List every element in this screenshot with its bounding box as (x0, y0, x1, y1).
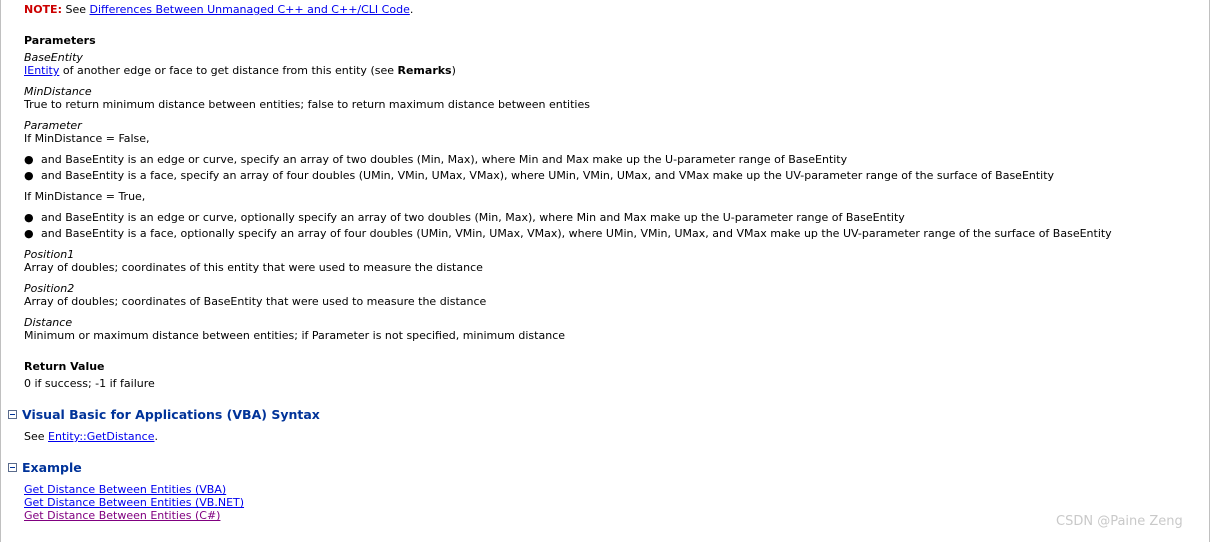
bullet-icon: ● (24, 227, 34, 240)
base-entity-text: of another edge or face to get distance from this entity (see (62, 64, 394, 77)
min-distance-term: MinDistance (24, 85, 92, 98)
position2-desc: Array of doubles; coordinates of BaseEntity that were used to measure the distance (24, 295, 487, 308)
note-line (24, 3, 413, 16)
example-vbnet-link[interactable]: Get Distance Between Entities (VB.NET) (24, 496, 245, 509)
position1-desc: Array of doubles; coordinates of this entity that were used to measure the distance (24, 261, 483, 274)
collapse-icon[interactable] (8, 410, 17, 419)
bullet-item (24, 211, 905, 224)
collapse-icon[interactable] (8, 463, 17, 472)
position1-term: Position1 (24, 248, 75, 261)
example-section-title: Example (22, 460, 82, 475)
ientity-link[interactable]: IEntity (24, 64, 60, 77)
note-label: NOTE: (24, 3, 62, 16)
frame-border-left (0, 0, 1, 542)
bullet-icon: ● (24, 211, 34, 224)
return-value-heading: Return Value (24, 360, 105, 373)
position2-term: Position2 (24, 282, 75, 295)
base-entity-end: ) (451, 64, 456, 77)
base-entity-desc (24, 64, 456, 77)
bullet-text: and BaseEntity is a face, specify an array of four doubles (UMin, VMin, UMax, VMax), where UMin, VMin, UMax, and VMax make up the UV-parameter range of the surface of BaseEntity (41, 169, 1055, 182)
bullet-item (24, 227, 1112, 240)
remarks-bold: Remarks (397, 64, 452, 77)
entity-getdistance-link[interactable]: Entity::GetDistance (48, 430, 155, 443)
example-link-item (24, 496, 244, 509)
min-distance-desc: True to return minimum distance between entities; false to return maximum distance between entities (24, 98, 590, 111)
bullet-icon: ● (24, 169, 34, 182)
base-entity-term: BaseEntity (24, 51, 83, 64)
vba-section-header[interactable] (8, 407, 320, 422)
differences-link[interactable]: Differences Between Unmanaged C++ and C++/CLI Code (89, 3, 410, 16)
if-false-text: If MinDistance = False, (24, 132, 150, 145)
bullet-text: and BaseEntity is a face, optionally specify an array of four doubles (UMin, VMin, UMax, VMax), where UMin, VMin, UMax, and VMax make up the UV-parameter range of the surface of BaseEntity (41, 227, 1112, 240)
parameters-heading: Parameters (24, 34, 96, 47)
vba-see-end: . (154, 430, 158, 443)
example-vba-link[interactable]: Get Distance Between Entities (VBA) (24, 483, 227, 496)
note-end: . (409, 3, 414, 16)
bullet-text: and BaseEntity is an edge or curve, specify an array of two doubles (Min, Max), where Min and Max make up the U-parameter range of BaseEntity (41, 153, 848, 166)
watermark: CSDN @Paine Zeng (1056, 514, 1183, 529)
if-true-text: If MinDistance = True, (24, 190, 146, 203)
example-link-item (24, 483, 226, 496)
distance-term: Distance (24, 316, 73, 329)
distance-desc: Minimum or maximum distance between entities; if Parameter is not specified, minimum distance (24, 329, 566, 342)
vba-see-text: See (24, 430, 45, 443)
bullet-icon: ● (24, 153, 34, 166)
bullet-item (24, 153, 847, 166)
vba-see-line (24, 430, 158, 443)
example-csharp-link[interactable]: Get Distance Between Entities (C#) (24, 509, 221, 522)
vba-section-title: Visual Basic for Applications (VBA) Syntax (22, 407, 320, 422)
note-text: See (65, 3, 87, 16)
bullet-text: and BaseEntity is an edge or curve, optionally specify an array of two doubles (Min, Max), where Min and Max make up the U-parameter range of BaseEntity (41, 211, 905, 224)
example-link-item (24, 509, 220, 522)
bullet-item (24, 169, 1054, 182)
parameter-term: Parameter (24, 119, 82, 132)
example-section-header[interactable] (8, 460, 82, 475)
return-value-text: 0 if success; -1 if failure (24, 377, 155, 390)
